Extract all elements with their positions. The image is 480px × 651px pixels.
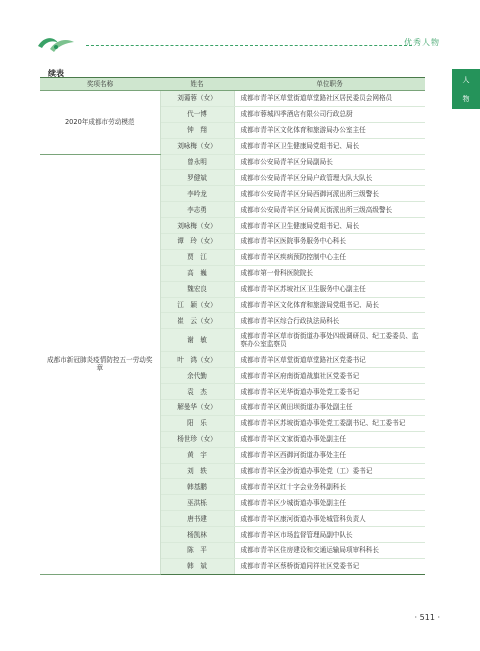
- page-label: 续表: [48, 69, 64, 78]
- person-name-cell: 刘 轶: [160, 463, 234, 479]
- position-cell: 成都市青羊区卫生健康局党组书记、局长: [234, 218, 425, 234]
- person-name-cell: 魏宏良: [160, 281, 234, 297]
- table-row: [40, 91, 425, 107]
- position-cell: 成都市青羊区文家街道办事处副主任: [234, 431, 425, 447]
- person-name-cell: 贾 江: [160, 249, 234, 265]
- position-cell: 成都市蓉城四季酒店有限公司行政总厨: [234, 106, 425, 122]
- person-name-cell: 杨世珍（女）: [160, 431, 234, 447]
- person-name-cell: 李吟龙: [160, 186, 234, 202]
- position-cell: 成都市青羊区府南街道战旗社区党委书记: [234, 368, 425, 384]
- person-name-cell: 解曼华（女）: [160, 400, 234, 416]
- position-cell: 成都市公安局青羊区分局副局长: [234, 154, 425, 170]
- person-name-cell: 阳 乐: [160, 415, 234, 431]
- position-cell: 成都市青羊区西御河街道办事处主任: [234, 447, 425, 463]
- position-cell: 成都市青羊区苏坡社区卫生服务中心副主任: [234, 281, 425, 297]
- award-name-cell: 2020年成都市劳动模范: [40, 91, 160, 155]
- position-cell: 成都市青羊区红十字会业务科副科长: [234, 479, 425, 495]
- position-cell: 成都市青羊区光华街道办事处党工委书记: [234, 384, 425, 400]
- header-divider: [86, 45, 412, 46]
- position-cell: 成都市青羊区金沙街道办事处党（工）委书记: [234, 463, 425, 479]
- person-name-cell: 巫洪栎: [160, 495, 234, 511]
- table-row: [40, 154, 425, 170]
- person-name-cell: 刘咏梅（女）: [160, 218, 234, 234]
- side-tab-char: 人: [462, 75, 470, 84]
- award-name-cell: 成都市新冠肺炎疫情防控五一劳动奖章: [40, 154, 160, 574]
- person-name-cell: 高 巍: [160, 265, 234, 281]
- position-cell: 成都市第一骨科医院院长: [234, 265, 425, 281]
- page-number: · 511 ·: [414, 613, 440, 622]
- person-name-cell: 谢 敏: [160, 329, 234, 352]
- position-cell: 成都市青羊区苏坡街道办事处党工委副书记、纪工委书记: [234, 415, 425, 431]
- person-name-cell: 唐书建: [160, 511, 234, 527]
- person-name-cell: 余代勤: [160, 368, 234, 384]
- position-cell: 成都市青羊区市场监督管理局副中队长: [234, 527, 425, 543]
- person-name-cell: 代一博: [160, 106, 234, 122]
- person-name-cell: 谭 玲（女）: [160, 234, 234, 250]
- position-cell: 成都市青羊区草市街街道办事处四级调研员、纪工委委员、监察办公室监察员: [234, 329, 425, 352]
- section-title: 优秀人物: [404, 38, 440, 47]
- person-name-cell: 韩 斌: [160, 558, 234, 574]
- person-name-cell: 江 颖（女）: [160, 297, 234, 313]
- position-cell: 成都市青羊区住房建设和交通运输局项审科科长: [234, 543, 425, 559]
- person-name-cell: 罗健斌: [160, 170, 234, 186]
- position-cell: 成都市青羊区草堂街道草堂路社区居民委员会网格员: [234, 91, 425, 107]
- person-name-cell: 刘咏梅（女）: [160, 138, 234, 154]
- position-cell: 成都市青羊区综合行政执法局科长: [234, 313, 425, 329]
- position-cell: 成都市青羊区卫生健康局党组书记、局长: [234, 138, 425, 154]
- position-cell: 成都市青羊区少城街道办事处副主任: [234, 495, 425, 511]
- position-cell: 成都市青羊区疾病预防控制中心主任: [234, 249, 425, 265]
- person-name-cell: 刘蔼蓉（女）: [160, 91, 234, 107]
- position-cell: 成都市公安局青羊区分局户政管理大队大队长: [234, 170, 425, 186]
- person-name-cell: 陈 平: [160, 543, 234, 559]
- person-name-cell: 李志勇: [160, 202, 234, 218]
- leaf-swirl-logo-icon: [36, 32, 76, 54]
- person-name-cell: 钟 翔: [160, 122, 234, 138]
- person-name-cell: 袁 杰: [160, 384, 234, 400]
- awards-table: [40, 77, 425, 575]
- person-name-cell: 韩基鹏: [160, 479, 234, 495]
- position-cell: 成都市公安局青羊区分局西御河派出所三级警长: [234, 186, 425, 202]
- column-header-award: 奖项名称: [40, 78, 160, 91]
- person-name-cell: 杨凯林: [160, 527, 234, 543]
- position-cell: 成都市青羊区医院事务服务中心科长: [234, 234, 425, 250]
- position-cell: 成都市青羊区文化体育和旅游局办公室主任: [234, 122, 425, 138]
- side-tab: [452, 69, 480, 109]
- person-name-cell: 曾永明: [160, 154, 234, 170]
- person-name-cell: 黄 宇: [160, 447, 234, 463]
- table-header-row: [40, 78, 425, 91]
- table-body: [40, 91, 425, 575]
- side-tab-char: 物: [462, 94, 470, 103]
- position-cell: 成都市青羊区蔡桥街道同祥社区党委书记: [234, 558, 425, 574]
- position-cell: 成都市青羊区黄田坝街道办事处副主任: [234, 400, 425, 416]
- position-cell: 成都市公安局青羊区分局黄瓦街派出所三级高级警长: [234, 202, 425, 218]
- person-name-cell: 叶 鸿（女）: [160, 352, 234, 368]
- person-name-cell: 崔 云（女）: [160, 313, 234, 329]
- column-header-name: 姓名: [160, 78, 234, 91]
- column-header-position: 单位职务: [234, 78, 425, 91]
- position-cell: 成都市青羊区文化体育和旅游局党组书记、局长: [234, 297, 425, 313]
- position-cell: 成都市青羊区草堂街道草堂路社区党委书记: [234, 352, 425, 368]
- position-cell: 成都市青羊区康河街道办事处城管科负责人: [234, 511, 425, 527]
